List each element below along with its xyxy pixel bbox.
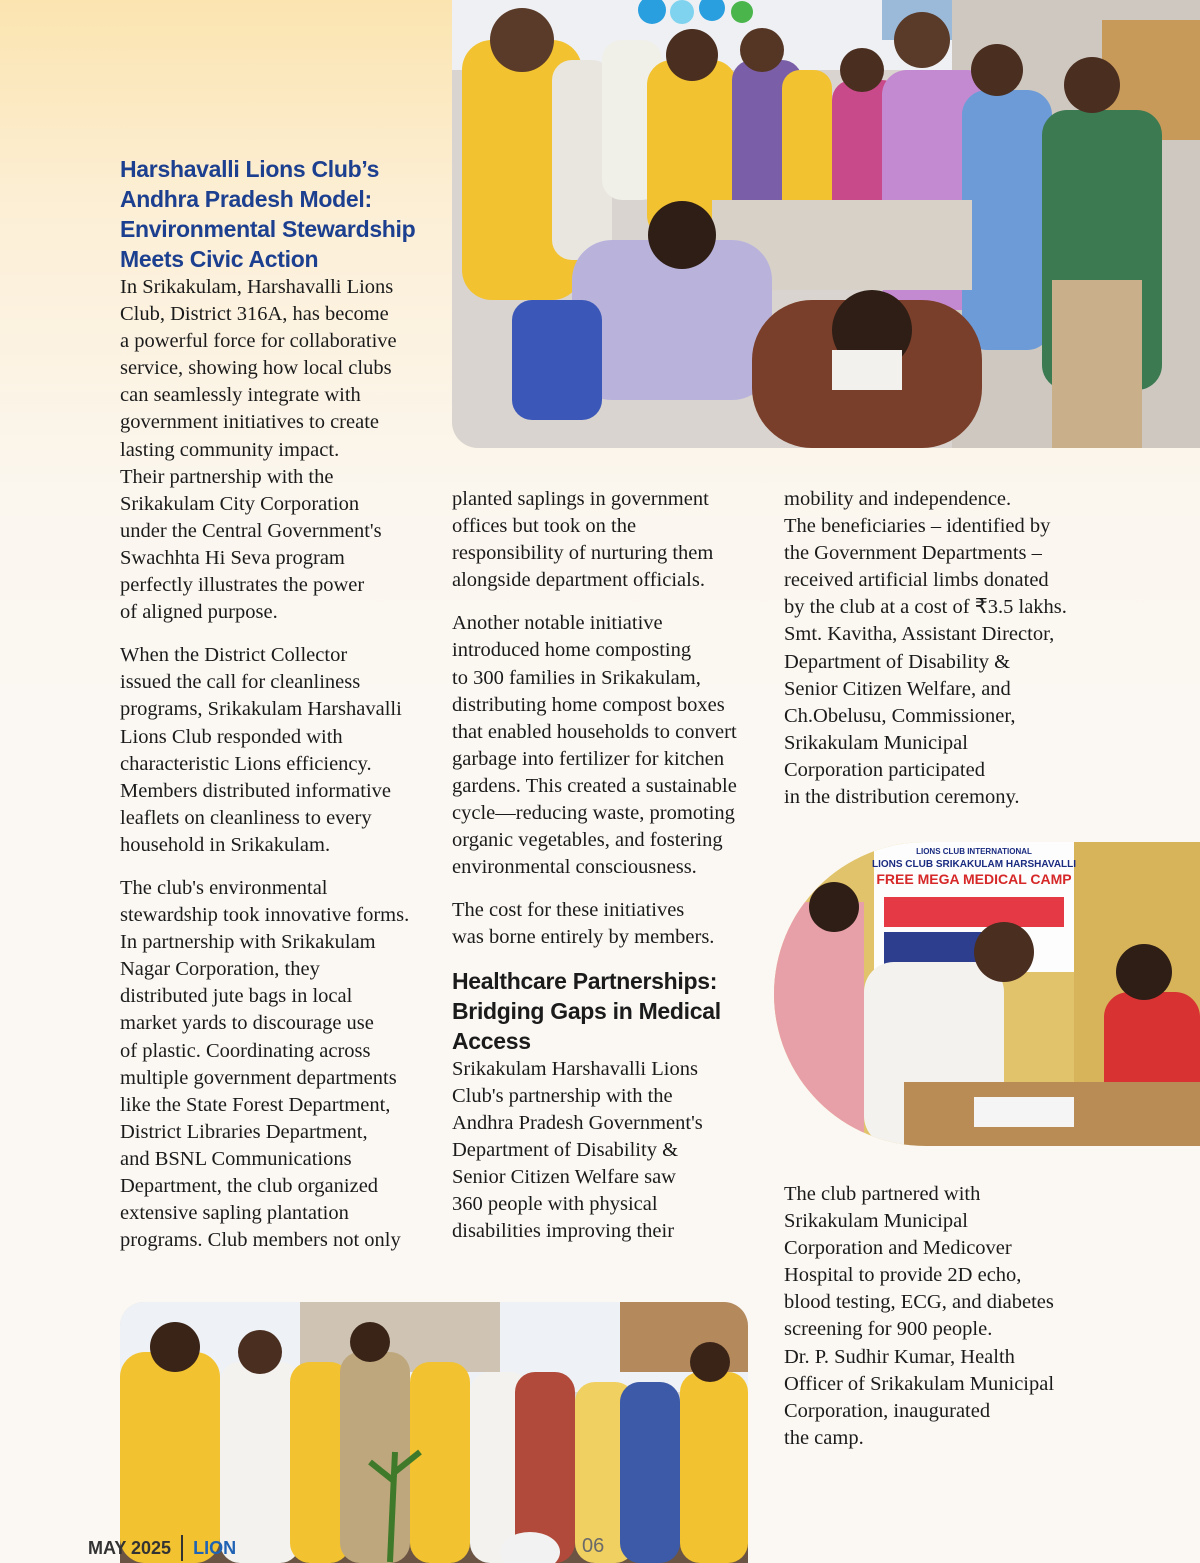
banner-line-1: LIONS CLUB INTERNATIONAL (916, 847, 1032, 856)
paragraph: The club's environmental stewardship took innovative forms. In partnership with Srikakulam Nagar Corporation, they distributed jute bags in local market yards to discourage use of plastic. Coordinating across multiple government departments like the State Forest Department, District Libraries Department, and BSNL Communications Department, the club organized extensive sapling plantation programs. Club members not only (120, 876, 410, 1252)
column-3 (784, 486, 1084, 811)
article-heading: Harshavalli Lions Club’s Andhra Pradesh Model: Environmental Stewardship Meets Civic Action (120, 156, 416, 272)
paragraph: planted saplings in government offices but took on the responsibility of nurturing them alongside department officials. (452, 488, 714, 592)
paragraph: The cost for these initiatives was borne entirely by members. (452, 899, 715, 949)
magazine-name: LION (193, 1537, 237, 1558)
paragraph: When the District Collector issued the call for cleanliness programs, Srikakulam Harshavalli Lions Club responded with characteristic Lions efficiency. Members distributed informative leaflets on cleanliness to every household in Srikakulam. (120, 644, 402, 856)
paragraph: The club partnered with Srikakulam Municipal Corporation and Medicover Hospital to provide 2D echo, blood testing, ECG, and diabetes screening for 900 people. Dr. P. Sudhir Kumar, Health Officer of Srikakulam Municipal Corporation, inaugurated the camp. (784, 1183, 1055, 1449)
column-1 (120, 154, 440, 1254)
paragraph: Another notable initiative introduced home composting to 300 families in Srikakulam, distributing home compost boxes that enabled households to convert garbage into fertilizer for kitchen gardens. This created a sustainable cycle—reducing waste, promoting organic vegetables, and fostering environmental consciousness. (452, 612, 737, 879)
section-heading: Healthcare Partnerships: Bridging Gaps in Medical Access (452, 967, 721, 1054)
page-number: 06 (582, 1535, 605, 1557)
banner-line-3: FREE MEGA MEDICAL CAMP (876, 871, 1072, 887)
column-3-lower (784, 1181, 1084, 1452)
page-footer (88, 1535, 236, 1561)
paragraph: Srikakulam Harshavalli Lions Club's partnership with the Andhra Pradesh Government's Department of Disability & Senior Citizen Welfare saw 360 people with physical disabilities improving their (452, 1057, 703, 1243)
paragraph: mobility and independence. The beneficiaries – identified by the Government Departments – received artificial limbs donated by the club at a cost of ₹3.5 lakhs. Smt. Kavitha, Assistant Director, Department of Disability & Senior Citizen Welfare, and Ch.Obelusu, Commissioner, Srikakulam Municipal Corporation participated in the distribution ceremony. (784, 488, 1067, 809)
column-2 (452, 486, 762, 1245)
photo-sapling-plantation (120, 1302, 748, 1563)
paragraph: In Srikakulam, Harshavalli Lions Club, District 316A, has become a powerful force for collaborative service, showing how local clubs can seamlessly integrate with government initiatives to create lasting community impact. Their partnership with the Srikakulam City Corporation under the Central Government's Swachhta Hi Seva program perfectly illustrates the power of aligned purpose. (120, 276, 397, 624)
banner-line-2: LIONS CLUB SRIKAKULAM HARSHAVALLI (871, 859, 1077, 870)
footer-divider (181, 1535, 183, 1561)
issue-date: MAY 2025 (88, 1537, 172, 1558)
photo-limb-fitting (452, 0, 1200, 448)
photo-medical-camp (774, 842, 1200, 1146)
